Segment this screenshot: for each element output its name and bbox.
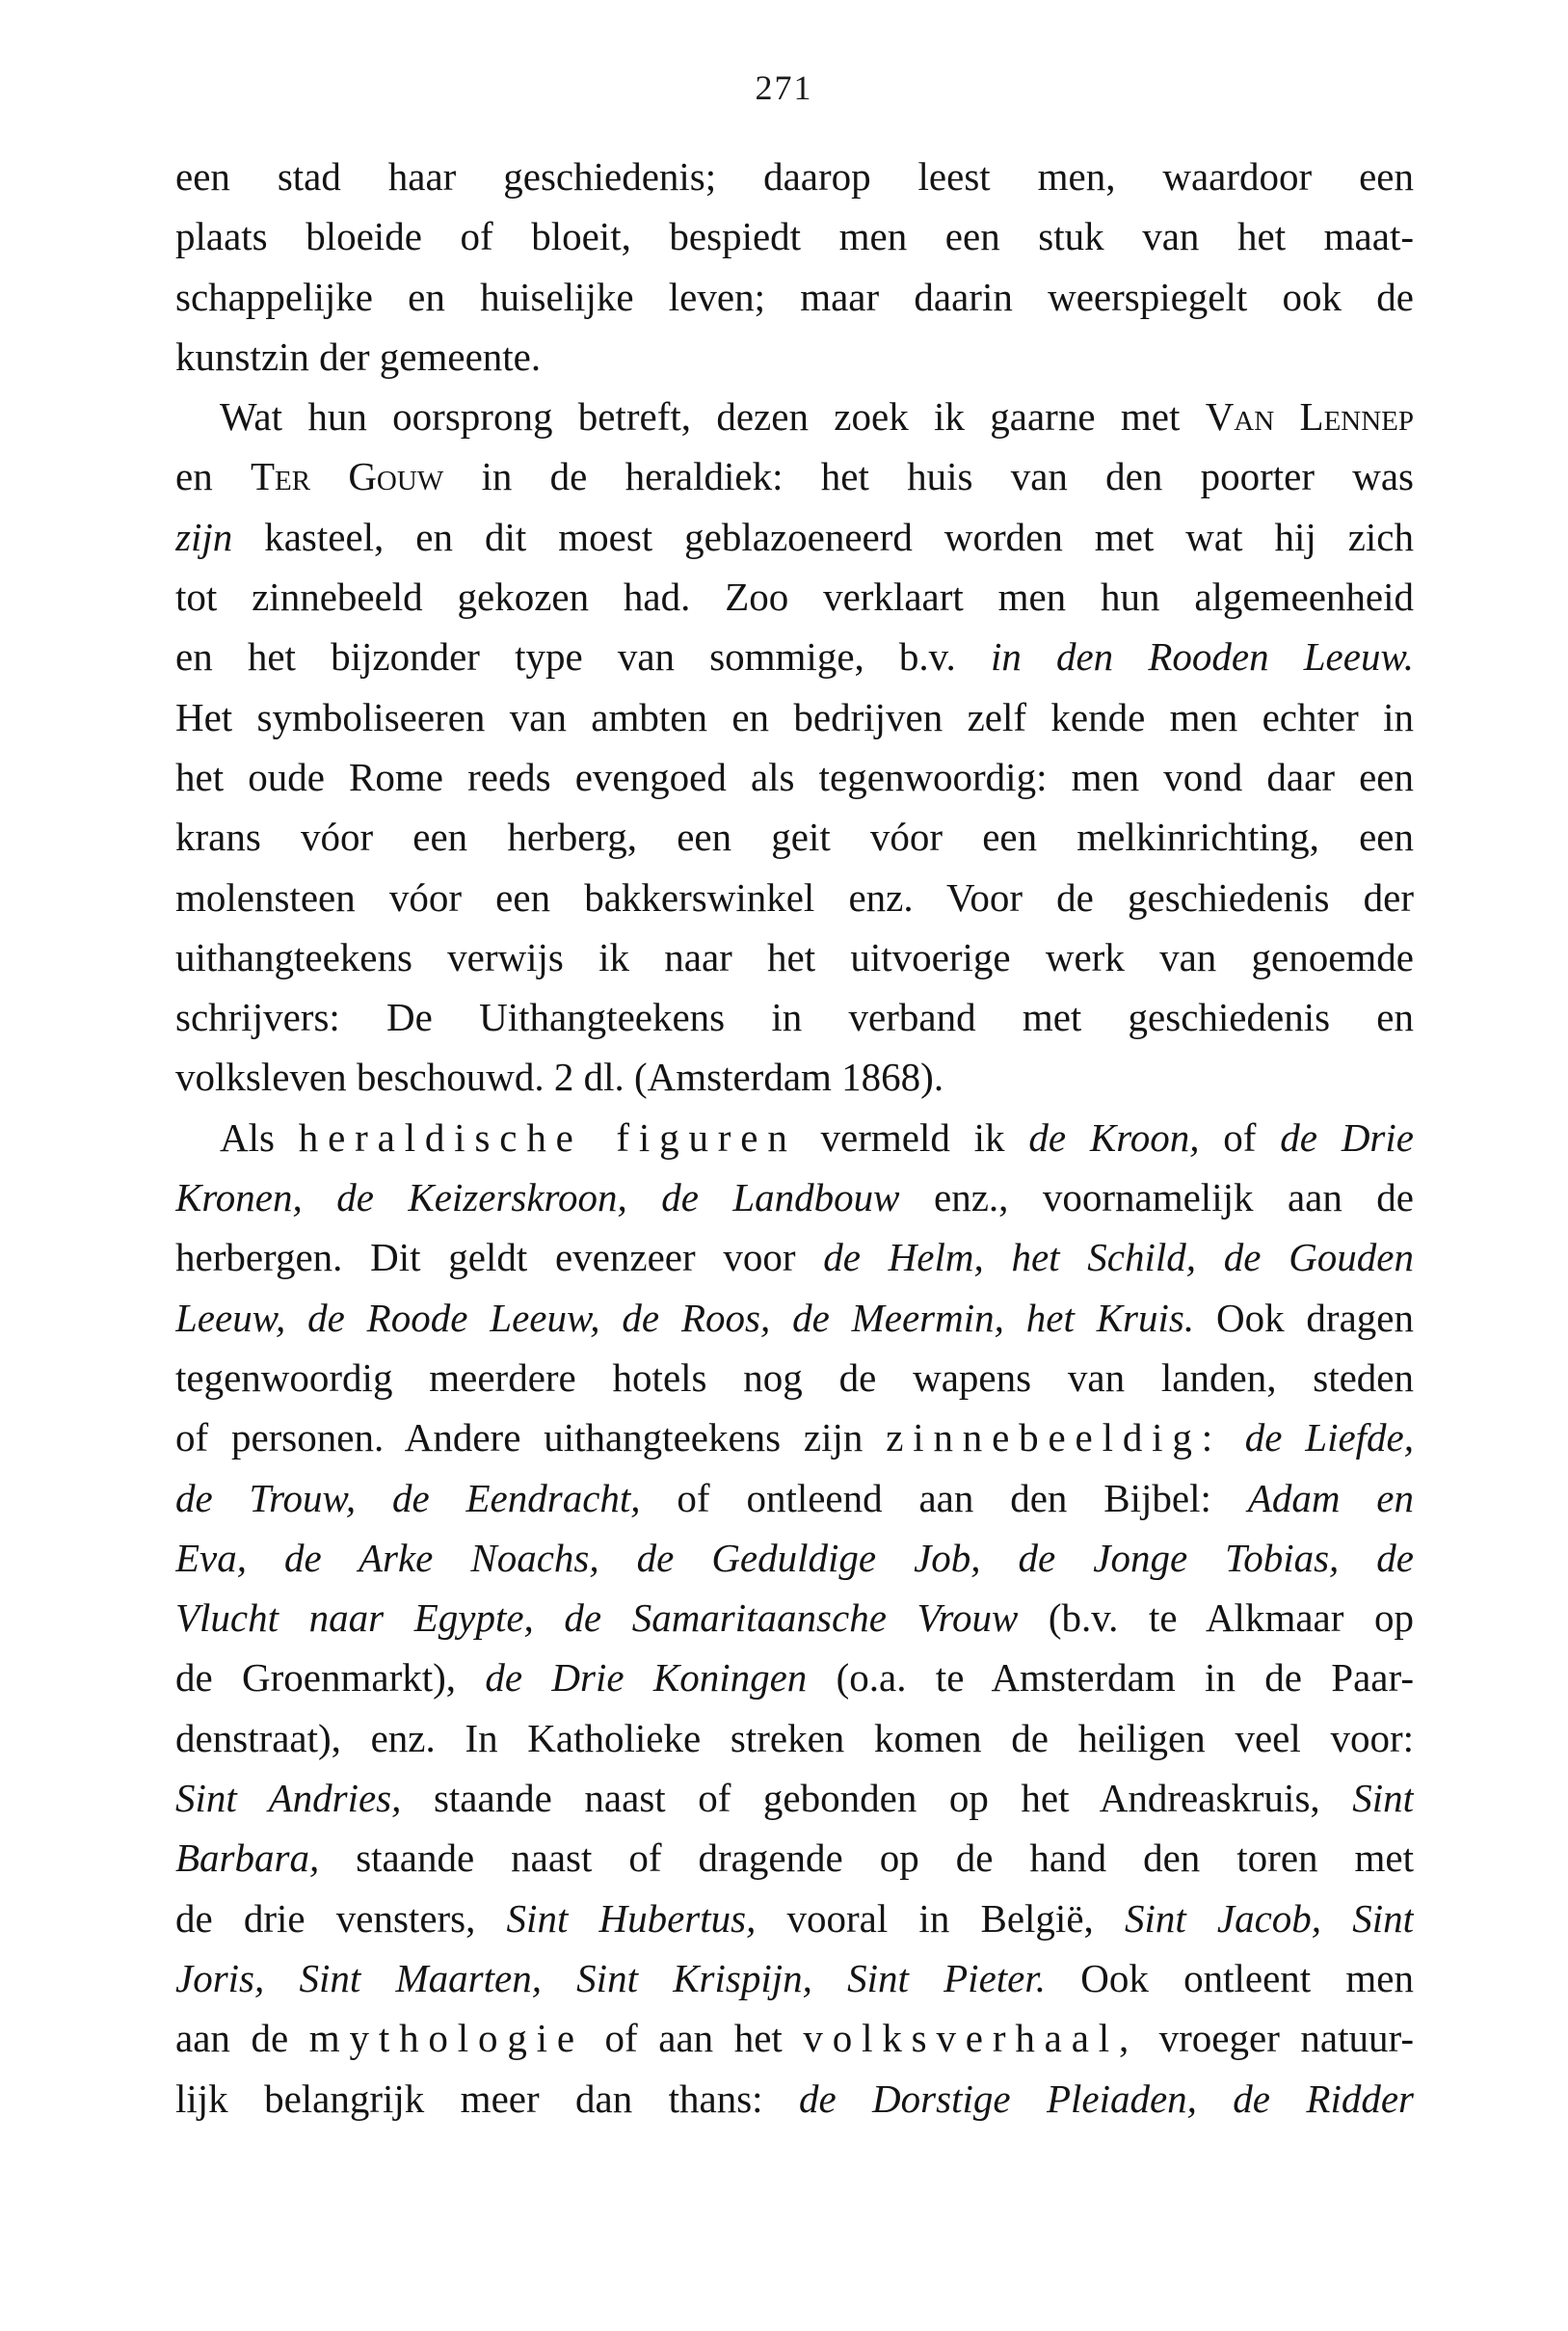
text-segment: de Liefde, — [1244, 1415, 1414, 1460]
text-line — [175, 868, 1414, 927]
text-line — [175, 2069, 1414, 2129]
text-segment: krans vóor een herberg, een geit vóor een melkinrichting, een — [175, 815, 1414, 860]
text-segment: Als — [220, 1114, 299, 1160]
text-segment: Ook dragen — [1194, 1295, 1414, 1340]
text-segment: het oude Rome reeds evengoed als tegenwoordig: men vond daar een — [175, 754, 1414, 799]
text-segment: de drie vensters, — [175, 1895, 507, 1941]
text-segment: lijk belangrijk meer dan thans: — [175, 2076, 799, 2121]
text-line — [175, 987, 1414, 1047]
text-segment: en het bijzonder type van sommige, b.v. — [175, 634, 991, 680]
text-segment: mythologie — [308, 2016, 584, 2061]
text-segment: de Groenmarkt), — [175, 1655, 486, 1701]
text-segment: schappelijke en huiselijke leven; maar daarin weerspiegelt ook de — [175, 274, 1414, 319]
text-segment: de Drie Koningen — [485, 1655, 808, 1701]
text-segment: tegenwoordig meerdere hotels nog de wapens van landen, steden — [175, 1354, 1414, 1400]
text-line — [175, 627, 1414, 686]
text-segment: Van Lennep — [1205, 394, 1414, 440]
text-line — [175, 1227, 1414, 1287]
text-segment: of — [1199, 1114, 1281, 1160]
text-line — [175, 1288, 1414, 1348]
text-segment: in de heraldiek: het huis van den poorter was — [443, 454, 1414, 499]
text-segment: in den Rooden Leeuw. — [990, 634, 1414, 680]
text-segment: Leeuw, de Roode Leeuw, de Roos, de Meermin, het Kruis. — [175, 1295, 1195, 1340]
text-segment: Barbara, — [175, 1835, 320, 1881]
text-line — [175, 147, 1414, 206]
text-line — [175, 446, 1414, 506]
text-segment: de Kroon, — [1028, 1114, 1200, 1160]
text-segment: Sint Andries, — [175, 1776, 402, 1821]
text-segment: staande naast of dragende op de hand den toren met — [319, 1835, 1414, 1881]
text-segment: Joris, Sint Maarten, Sint Krispijn, Sint Pieter. — [175, 1955, 1047, 2000]
text-segment: plaats bloeide of bloeit, bespiedt men een stuk van het maat- — [175, 214, 1414, 259]
text-line — [175, 1108, 1414, 1167]
text-segment: de Trouw, de Eendracht, — [175, 1475, 641, 1520]
text-line — [175, 206, 1414, 266]
text-segment: Het symboliseeren van ambten en bedrijven zelf kende men echter in — [175, 694, 1414, 739]
text-segment: vermeld ik — [796, 1114, 1029, 1160]
text-segment: heraldische figuren — [298, 1114, 797, 1160]
text-segment: Kronen, de Keizerskroon, de Landbouw — [175, 1175, 900, 1220]
text-line — [175, 1588, 1414, 1648]
text-segment: Vlucht naar Egypte, de Samaritaansche Vrouw — [175, 1595, 1019, 1641]
text-segment: enz., voornamelijk aan de — [899, 1175, 1414, 1220]
text-line — [175, 567, 1414, 627]
text-segment: zijn — [175, 514, 233, 559]
text-line — [175, 687, 1414, 747]
text-segment: Wat hun oorsprong betreft, dezen zoek ik gaarne met — [220, 394, 1206, 440]
text-segment: schrijvers: De Uithangteekens in verband met geschiedenis en — [175, 995, 1414, 1040]
text-line — [175, 1648, 1414, 1707]
text-line — [175, 1468, 1414, 1528]
text-segment: Sint Jacob, Sint — [1124, 1895, 1414, 1941]
text-line — [175, 1948, 1414, 2008]
text-segment: of aan het — [583, 2016, 804, 2061]
body-text — [175, 147, 1414, 2129]
text-line — [175, 1708, 1414, 1768]
text-segment: volksverhaal, — [803, 2016, 1139, 2061]
text-segment: of personen. Andere uithangteekens zijn — [175, 1415, 887, 1460]
text-line — [175, 807, 1414, 867]
text-line — [175, 1828, 1414, 1888]
text-segment: of ontleend aan den Bijbel: — [640, 1475, 1248, 1520]
text-segment: vooral in België, — [756, 1895, 1125, 1941]
text-line — [175, 1407, 1414, 1467]
text-line — [175, 1047, 1414, 1107]
text-segment: de Helm, het Schild, de Gouden — [823, 1235, 1414, 1280]
text-line — [175, 1167, 1414, 1227]
text-segment: Eva, de Arke Noachs, de Geduldige Job, de Jonge Tobias, de — [175, 1535, 1414, 1580]
text-line — [175, 747, 1414, 807]
text-segment: tot zinnebeeld gekozen had. Zoo verklaart men hun algemeenheid — [175, 575, 1414, 620]
text-segment: een stad haar geschiedenis; daarop leest men, waardoor een — [175, 154, 1414, 199]
text-segment: Sint — [1352, 1776, 1414, 1821]
text-segment: Ter Gouw — [250, 454, 444, 499]
text-segment: Sint Hubertus, — [506, 1895, 757, 1941]
text-line — [175, 327, 1414, 387]
text-segment: volksleven beschouwd. 2 dl. (Amsterdam 1868). — [175, 1055, 944, 1100]
text-line — [175, 507, 1414, 567]
text-segment: molensteen vóor een bakkerswinkel enz. Voor de geschiedenis der — [175, 874, 1414, 920]
text-segment: uithangteekens verwijs ik naar het uitvoerige werk van genoemde — [175, 934, 1414, 979]
text-line — [175, 1889, 1414, 1948]
text-segment: aan de — [175, 2016, 309, 2061]
text-line — [175, 267, 1414, 327]
text-line — [175, 1348, 1414, 1407]
text-line — [175, 2008, 1414, 2068]
text-line — [175, 387, 1414, 446]
text-segment: Ook ontleent men — [1046, 1955, 1414, 2000]
text-segment: en — [175, 454, 251, 499]
text-segment: staande naast of gebonden op het Andreaskruis, — [401, 1776, 1353, 1821]
text-segment: (b.v. te Alkmaar op — [1018, 1595, 1414, 1641]
text-segment: kunstzin der gemeente. — [175, 334, 542, 379]
text-segment — [1222, 1415, 1245, 1460]
text-line — [175, 927, 1414, 987]
text-segment: (o.a. te Amsterdam in de Paar- — [807, 1655, 1414, 1701]
page-number: 271 — [755, 68, 813, 107]
text-line — [175, 1768, 1414, 1828]
text-segment: de Dorstige Pleiaden, de Ridder — [798, 2076, 1414, 2121]
text-segment: denstraat), enz. In Katholieke streken komen de heiligen veel voor: — [175, 1715, 1414, 1760]
text-segment: kasteel, en dit moest geblazoeneerd worden met wat hij zich — [232, 514, 1414, 559]
text-segment: de Drie — [1280, 1114, 1414, 1160]
text-segment: Adam en — [1247, 1475, 1414, 1520]
text-segment: vroeger natuur- — [1138, 2016, 1414, 2061]
text-segment: herbergen. Dit geldt evenzeer voor — [175, 1235, 824, 1280]
text-line — [175, 1528, 1414, 1588]
text-segment: zinnebeeldig: — [886, 1415, 1222, 1460]
